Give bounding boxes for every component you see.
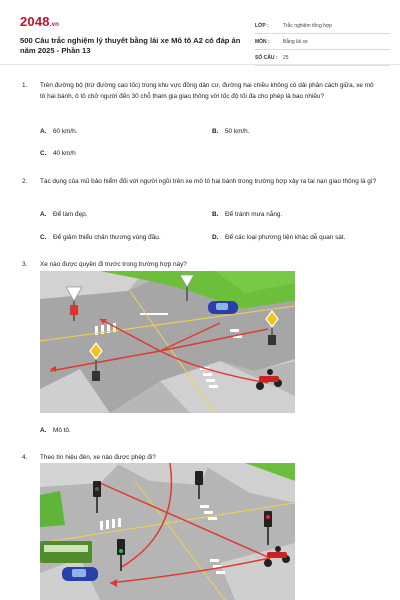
option-key: A.: [40, 211, 47, 218]
meta-value: 25: [283, 54, 289, 61]
meta-row-class: [255, 18, 390, 34]
question-3-illustration: [40, 271, 295, 413]
bus-icon: [40, 541, 92, 563]
question-4-illustration: [40, 463, 295, 600]
question-1: [22, 80, 382, 120]
question-text: Xe nào được quyền đi trước trong trường hợp này?: [40, 261, 187, 268]
option-text: Để làm đẹp.: [53, 211, 88, 218]
question-2-option-d[interactable]: [212, 232, 345, 243]
meta-label: MÔN :: [255, 38, 270, 45]
logo-suffix: .vn: [49, 22, 60, 28]
meta-row-subject: [255, 34, 390, 50]
question-2-option-b[interactable]: [212, 209, 282, 220]
option-text: Để giảm thiểu chấn thương vùng đầu.: [53, 234, 161, 241]
traffic-light-scene: [40, 463, 295, 600]
question-number: 4.: [22, 454, 28, 461]
option-key: B.: [212, 128, 219, 135]
car-icon: [62, 567, 98, 581]
car-icon: [208, 301, 238, 314]
meta-value: Trắc nghiệm tổng hợp: [283, 22, 332, 29]
option-key: C.: [40, 234, 47, 241]
option-key: B.: [212, 211, 219, 218]
option-key: A.: [40, 427, 47, 434]
header-divider: [0, 64, 400, 65]
question-number: 2.: [22, 178, 28, 185]
question-1-option-a[interactable]: [40, 126, 78, 137]
question-text: Theo tín hiệu đèn, xe nào được phép đi?: [40, 454, 156, 461]
option-text: Để tránh mưa nắng.: [225, 211, 283, 218]
document-header: [14, 10, 388, 70]
option-text: 40 km/h: [53, 150, 76, 157]
site-logo[interactable]: [20, 14, 59, 29]
question-2-option-a[interactable]: [40, 209, 87, 220]
meta-label: LỚP :: [255, 22, 269, 29]
option-key: A.: [40, 128, 47, 135]
question-number: 3.: [22, 261, 28, 268]
option-key: D.: [212, 234, 219, 241]
meta-label: SỐ CÂU :: [255, 54, 278, 61]
question-2-option-c[interactable]: [40, 232, 161, 243]
question-2: [22, 176, 382, 200]
option-text: Mô tô.: [53, 427, 71, 434]
question-text: Trên đường bộ (trừ đường cao tốc) trong khu vực đông dân cư, đường hai chiều không có dải phân cách giữa, xe mô tô hai bánh, ô tô chở người đến 30 chỗ tham gia giao thông với tốc độ tối đa cho phép là bao nhiêu?: [40, 82, 374, 100]
option-text: Để các loại phương tiện khác dễ quan sát.: [225, 234, 346, 241]
question-3-option-a[interactable]: [40, 425, 71, 436]
document-title: 500 Câu trắc nghiệm lý thuyết bằng lái xe Mô tô A2 có đáp án năm 2025 - Phần 13: [20, 36, 241, 55]
intersection-scene: [40, 271, 295, 413]
question-1-option-c[interactable]: [40, 148, 76, 159]
meta-value: Bằng lái xe: [283, 38, 308, 45]
document-meta: [255, 18, 390, 66]
question-number: 1.: [22, 82, 28, 89]
logo-text: 2048: [20, 14, 50, 29]
question-text: Tác dụng của mũ bảo hiểm đối với người ngồi trên xe mô tô hai bánh trong trường hợp xảy ra tai nạn giao thông là gì?: [40, 178, 377, 185]
question-1-option-b[interactable]: [212, 126, 250, 137]
option-key: C.: [40, 150, 47, 157]
option-text: 60 km/h.: [53, 128, 78, 135]
option-text: 50 km/h.: [225, 128, 250, 135]
question-3: [22, 259, 382, 271]
